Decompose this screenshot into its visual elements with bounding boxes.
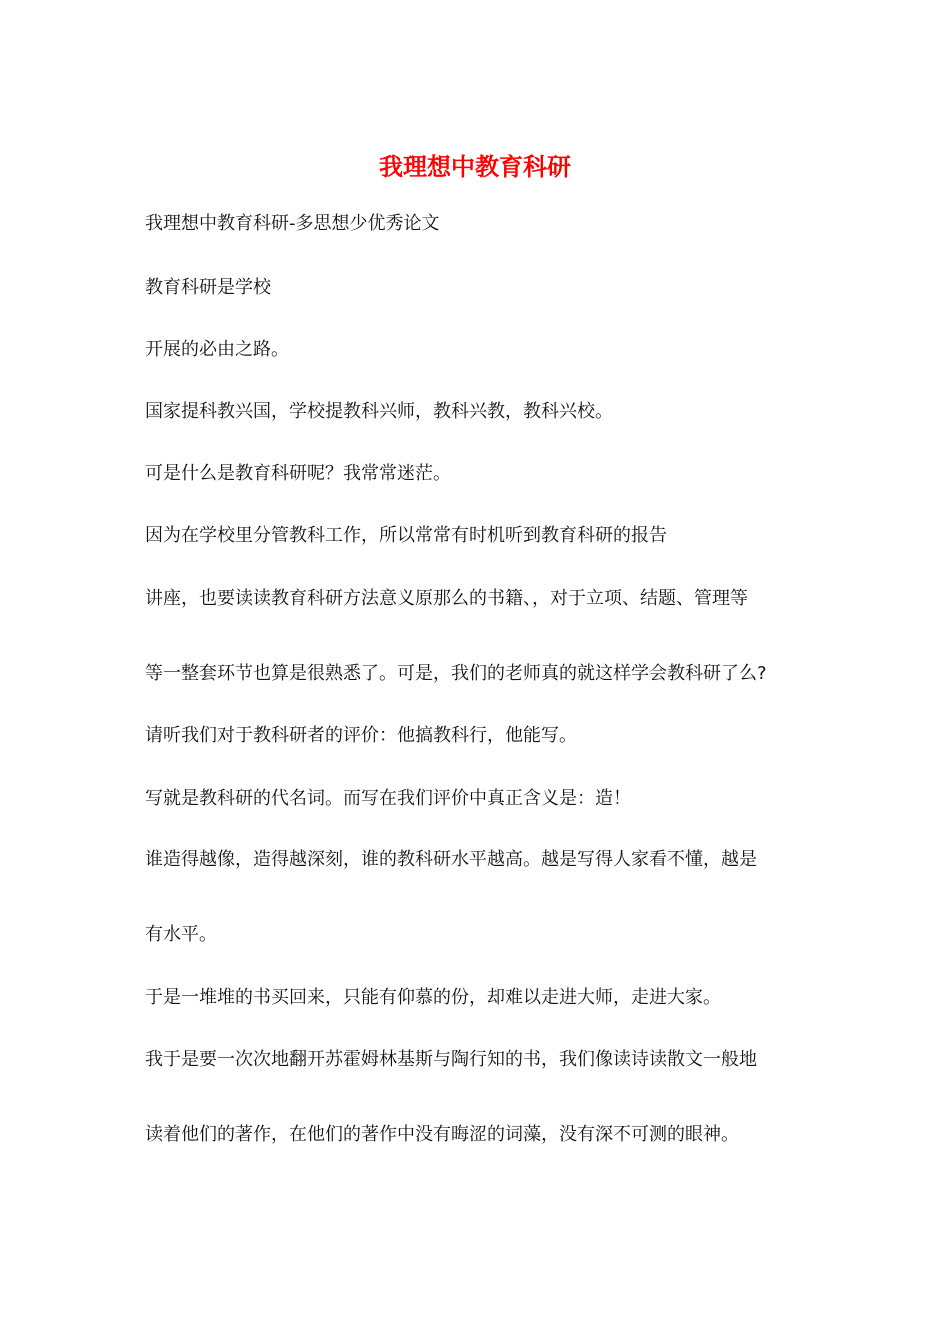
paragraph-line: 等一整套环节也算是很熟悉了。可是，我们的老师真的就这样学会教科研了么? [145, 663, 767, 684]
paragraph-line: 我于是要一次次地翻开苏霍姆林基斯与陶行知的书，我们像读诗读散文一般地 [145, 1049, 757, 1070]
paragraph-line: 我理想中教育科研-多思想少优秀论文 [145, 213, 440, 234]
paragraph-line: 请听我们对于教科研者的评价：他搞教科行，他能写。 [145, 725, 577, 746]
paragraph-line: 谁造得越像，造得越深刻，谁的教科研水平越高。越是写得人家看不懂，越是 [145, 849, 757, 870]
paragraph-line: 有水平。 [145, 924, 217, 945]
document-title: 我理想中教育科研 [379, 152, 571, 181]
paragraph-line: 因为在学校里分管教科工作，所以常常有时机听到教育科研的报告 [145, 525, 667, 546]
paragraph-line: 讲座，也要读读教育科研方法意义原那么的书籍、，对于立项、结题、管理等 [145, 588, 748, 609]
paragraph-line: 国家提科教兴国，学校提教科兴师，教科兴教，教科兴校。 [145, 401, 613, 422]
paragraph-line: 于是一堆堆的书买回来，只能有仰慕的份，却难以走进大师，走进大家。 [145, 987, 721, 1008]
paragraph-line: 开展的必由之路。 [145, 339, 289, 360]
paragraph-line: 可是什么是教育科研呢？我常常迷茫。 [145, 463, 451, 484]
paragraph-line: 写就是教科研的代名词。而写在我们评价中真正含义是：造！ [145, 788, 631, 809]
paragraph-line: 教育科研是学校 [145, 277, 271, 298]
paragraph-line: 读着他们的著作，在他们的著作中没有晦涩的词藻，没有深不可测的眼神。 [145, 1124, 739, 1145]
